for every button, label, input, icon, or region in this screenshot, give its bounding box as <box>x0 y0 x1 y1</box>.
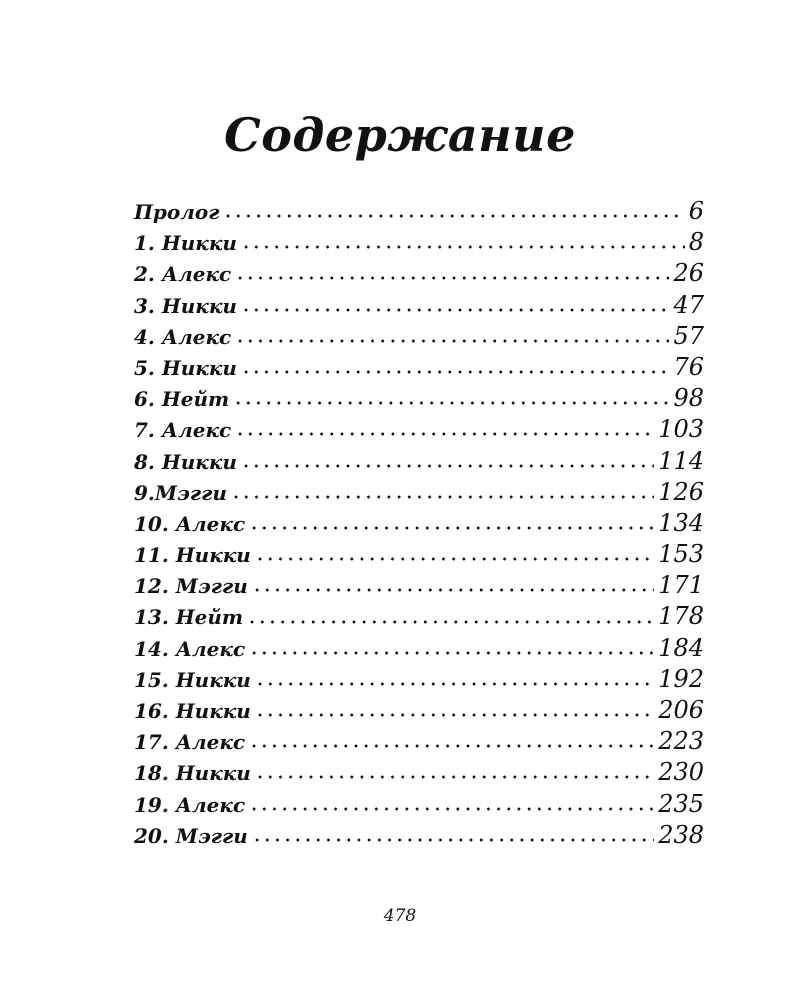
toc-entry-page: 98 <box>673 384 704 413</box>
page-number: 478 <box>383 906 417 926</box>
toc-entry-page: 223 <box>658 727 704 756</box>
toc-entry <box>134 290 704 321</box>
toc-entry-page: 26 <box>673 259 704 288</box>
toc-entry-page: 103 <box>658 415 704 444</box>
toc-entry-label: 1. Никки <box>134 231 237 256</box>
dot-leader <box>249 807 654 811</box>
toc-entry-page: 238 <box>658 820 704 849</box>
toc-entry <box>134 601 704 632</box>
dot-leader <box>235 432 654 436</box>
toc-entry-page: 57 <box>673 321 704 350</box>
toc-entry-page: 8 <box>688 228 704 257</box>
toc-entry-page: 126 <box>658 477 704 506</box>
toc-entry-page: 171 <box>658 571 704 600</box>
toc-entry-page: 76 <box>673 352 704 381</box>
dot-leader <box>255 713 654 717</box>
dot-leader <box>249 744 654 748</box>
dot-leader <box>231 495 654 499</box>
toc-entry-label: 9.Мэгги <box>134 480 227 505</box>
table-of-contents <box>134 196 704 851</box>
toc-entry <box>134 570 704 601</box>
dot-leader <box>249 651 654 655</box>
dot-leader <box>233 401 669 405</box>
toc-entry <box>134 196 704 227</box>
dot-leader <box>255 557 654 561</box>
toc-entry-label: 12. Мэгги <box>134 574 248 599</box>
dot-leader <box>241 308 670 312</box>
toc-entry-label: 19. Алекс <box>134 792 246 817</box>
toc-entry-label: 16. Никки <box>134 699 251 723</box>
toc-entry <box>134 664 704 695</box>
toc-entry-page: 192 <box>658 664 704 693</box>
toc-entry-page: 47 <box>673 290 704 319</box>
toc-entry-page: 153 <box>658 540 704 569</box>
toc-entry <box>134 383 704 414</box>
dot-leader <box>252 838 654 842</box>
dot-leader <box>241 370 670 374</box>
toc-entry-page: 230 <box>658 758 704 787</box>
toc-entry <box>134 508 704 539</box>
dot-leader <box>235 339 669 343</box>
dot-leader <box>255 682 654 686</box>
toc-entry <box>134 789 704 820</box>
toc-entry <box>134 258 704 289</box>
toc-entry <box>134 227 704 258</box>
toc-entry-label: 8. Никки <box>134 449 237 474</box>
toc-entry-label: 15. Никки <box>134 667 251 692</box>
dot-leader <box>247 620 654 624</box>
toc-entry-label: 11. Никки <box>134 543 251 568</box>
dot-leader <box>249 526 654 530</box>
toc-entry-label: 5. Никки <box>134 355 237 380</box>
toc-entry <box>134 352 704 383</box>
toc-entry <box>134 695 704 726</box>
toc-entry-page: 6 <box>688 197 704 225</box>
toc-entry-label: 3. Никки <box>134 293 237 318</box>
toc-entry-label: 14. Алекс <box>134 636 246 661</box>
toc-entry-label: 10. Алекс <box>134 511 246 536</box>
toc-entry-label: 13. Нейт <box>134 605 244 630</box>
toc-entry-page: 114 <box>658 446 704 475</box>
toc-entry <box>134 633 704 664</box>
toc-entry-page: 206 <box>658 696 704 724</box>
toc-entry-label: Пролог <box>134 200 220 224</box>
toc-entry <box>134 820 704 851</box>
toc-entry <box>134 539 704 570</box>
toc-entry-page: 235 <box>658 789 704 818</box>
dot-leader <box>255 775 654 779</box>
toc-entry <box>134 726 704 757</box>
dot-leader <box>241 464 654 468</box>
toc-entry <box>134 477 704 508</box>
page-title: Содержание <box>224 108 576 162</box>
dot-leader <box>223 214 684 218</box>
toc-entry-page: 184 <box>658 633 704 662</box>
dot-leader <box>241 245 685 249</box>
toc-entry-page: 178 <box>658 602 704 631</box>
toc-entry-label: 6. Нейт <box>134 387 230 412</box>
toc-entry <box>134 757 704 788</box>
toc-entry <box>134 414 704 445</box>
toc-entry-label: 18. Никки <box>134 761 251 786</box>
toc-entry-page: 134 <box>658 508 704 537</box>
toc-entry-label: 4. Алекс <box>134 324 232 349</box>
toc-entry <box>134 321 704 352</box>
toc-entry-label: 2. Алекс <box>134 262 232 287</box>
toc-entry-label: 7. Алекс <box>134 418 232 443</box>
toc-entry-label: 20. Мэгги <box>134 823 248 848</box>
toc-entry <box>134 446 704 477</box>
toc-entry-label: 17. Алекс <box>134 730 246 755</box>
dot-leader <box>252 588 654 592</box>
dot-leader <box>235 276 669 280</box>
